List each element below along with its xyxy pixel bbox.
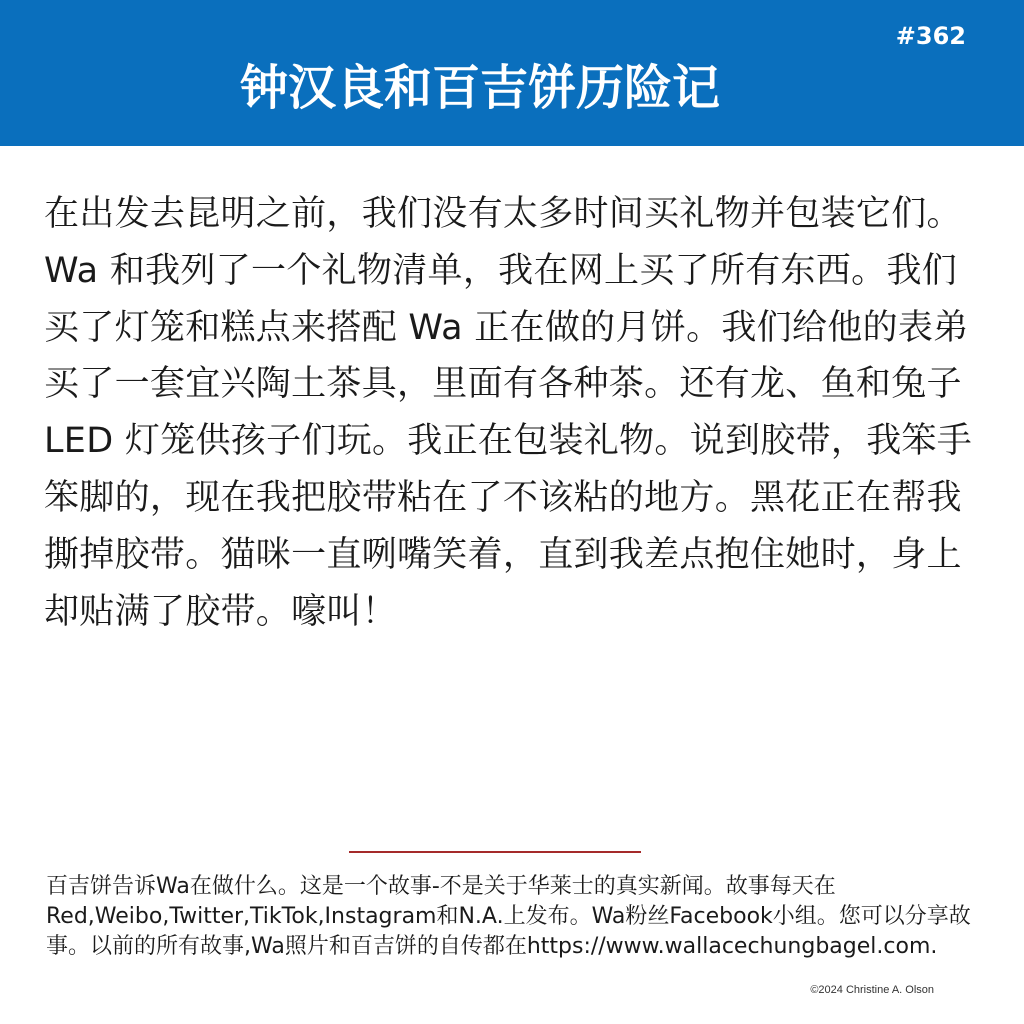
page-title: 钟汉良和百吉饼历险记 (239, 60, 720, 116)
divider-line (349, 851, 641, 853)
copyright-notice: ©2024 Christine A. Olson (810, 984, 934, 996)
issue-number: #362 (895, 22, 966, 50)
story-text: 在出发去昆明之前，我们没有太多时间买礼物并包装它们。Wa 和我列了一个礼物清单，我在网上买了所有东西。我们买了灯笼和糕点来搭配 Wa 正在做的月饼。我们给他的表弟买了一套宜兴陶土茶具，里面有各种茶。还有龙、鱼和兔子 LED 灯笼供孩子们玩。我正在包装礼物。说到胶带，我笨手笨脚的，现在我把胶带粘在了不该粘的地方。黑花正在帮我撕掉胶带。猫咪一直咧嘴笑着，直到我差点抱住她时，身上却贴满了胶带。嚎叫！ (44, 194, 973, 632)
footer-note: 百吉饼告诉Wa在做什么。这是一个故事-不是关于华莱士的真实新闻。故事每天在Red,Weibo,Twitter,TikTok,Instagram和N.A.上发布。Wa粉丝Facebook小组。您可以分享故事。以前的所有故事,Wa照片和百吉饼的自传都在https://www.wallacechungbagel.com. (46, 874, 971, 959)
header-banner (0, 0, 1024, 146)
